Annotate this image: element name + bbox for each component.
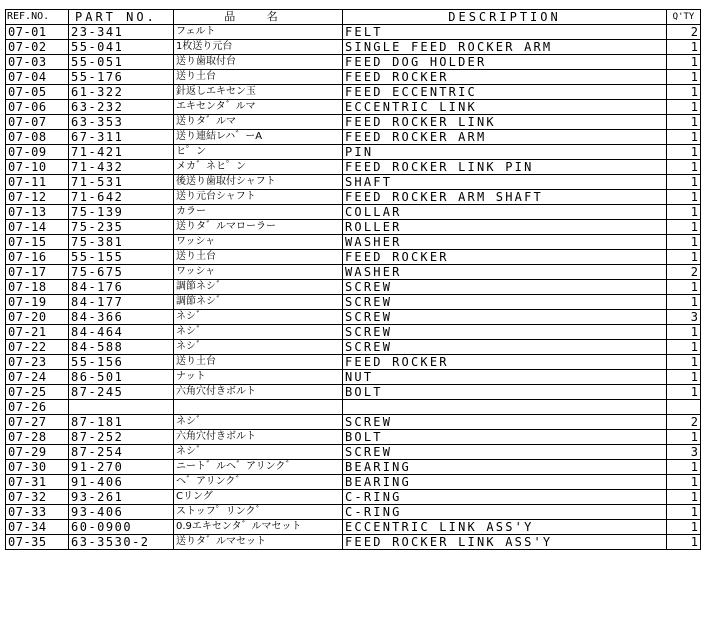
ref-no-cell: 07-17 [6, 265, 69, 280]
description-cell: WASHER [343, 235, 667, 250]
part-no-cell: 55-051 [69, 55, 174, 70]
name-cell: ニート゛ルヘ゛アリンク゛ [174, 460, 343, 475]
table-row [6, 25, 701, 40]
part-no-cell: 87-245 [69, 385, 174, 400]
description-cell: ROLLER [343, 220, 667, 235]
name-cell: 送りタ゛ルマ [174, 115, 343, 130]
ref-no-cell: 07-31 [6, 475, 69, 490]
table-row [6, 265, 701, 280]
description-cell: SCREW [343, 280, 667, 295]
name-cell: 送り連結レハ゛ーA [174, 130, 343, 145]
ref-no-cell: 07-01 [6, 25, 69, 40]
table-row [6, 295, 701, 310]
ref-no-cell: 07-12 [6, 190, 69, 205]
part-no-cell: 87-181 [69, 415, 174, 430]
name-cell: カラー [174, 205, 343, 220]
part-no-cell: 93-261 [69, 490, 174, 505]
table-row [6, 205, 701, 220]
part-no-cell: 86-501 [69, 370, 174, 385]
quantity-cell: 2 [667, 25, 701, 40]
part-no-cell: 60-0900 [69, 520, 174, 535]
name-cell: 調節ネシ゛ [174, 295, 343, 310]
name-cell: ヒ゜ン [174, 145, 343, 160]
table-row [6, 100, 701, 115]
description-cell: FEED DOG HOLDER [343, 55, 667, 70]
description-cell: NUT [343, 370, 667, 385]
quantity-cell: 1 [667, 55, 701, 70]
ref-no-cell: 07-08 [6, 130, 69, 145]
description-cell: SCREW [343, 295, 667, 310]
table-row [6, 520, 701, 535]
ref-no-cell: 07-18 [6, 280, 69, 295]
part-no-cell: 71-531 [69, 175, 174, 190]
table-row [6, 85, 701, 100]
table-row [6, 535, 701, 550]
quantity-cell: 1 [667, 205, 701, 220]
part-no-cell: 61-322 [69, 85, 174, 100]
ref-no-cell: 07-11 [6, 175, 69, 190]
quantity-cell: 1 [667, 385, 701, 400]
ref-no-cell: 07-25 [6, 385, 69, 400]
description-cell: FEED ROCKER LINK ASS'Y [343, 535, 667, 550]
table-row [6, 55, 701, 70]
ref-no-cell: 07-26 [6, 400, 69, 415]
ref-no-cell: 07-07 [6, 115, 69, 130]
name-cell: 送りタ゛ルマセット [174, 535, 343, 550]
description-cell: FEED ROCKER ARM SHAFT [343, 190, 667, 205]
table-row [6, 235, 701, 250]
quantity-cell: 2 [667, 265, 701, 280]
quantity-cell: 1 [667, 460, 701, 475]
quantity-cell [667, 400, 701, 415]
table-row [6, 115, 701, 130]
description-cell: C-RING [343, 505, 667, 520]
quantity-cell: 1 [667, 370, 701, 385]
quantity-cell: 1 [667, 325, 701, 340]
name-cell: ワッシャ [174, 265, 343, 280]
name-cell: 送りタ゛ルマローラー [174, 220, 343, 235]
part-no-cell: 84-176 [69, 280, 174, 295]
name-cell: 後送り歯取付シャフト [174, 175, 343, 190]
table-row [6, 370, 701, 385]
table-row [6, 70, 701, 85]
quantity-cell: 1 [667, 160, 701, 175]
name-cell: メカ゛ネヒ゜ン [174, 160, 343, 175]
quantity-cell: 1 [667, 490, 701, 505]
part-no-cell: 91-406 [69, 475, 174, 490]
quantity-cell: 1 [667, 250, 701, 265]
quantity-cell: 1 [667, 355, 701, 370]
table-row [6, 40, 701, 55]
header-quantity: Q'TY [667, 10, 701, 25]
name-cell: 調節ネシ゛ [174, 280, 343, 295]
part-no-cell: 71-421 [69, 145, 174, 160]
table-row [6, 430, 701, 445]
name-cell: 1枚送り元台 [174, 40, 343, 55]
ref-no-cell: 07-30 [6, 460, 69, 475]
table-row [6, 280, 701, 295]
ref-no-cell: 07-10 [6, 160, 69, 175]
quantity-cell: 3 [667, 445, 701, 460]
name-cell: 六角穴付きボルト [174, 430, 343, 445]
quantity-cell: 1 [667, 520, 701, 535]
quantity-cell: 1 [667, 40, 701, 55]
ref-no-cell: 07-15 [6, 235, 69, 250]
header-part-no: PART NO. [69, 10, 174, 25]
part-no-cell: 55-176 [69, 70, 174, 85]
header-ref-no: REF.NO. [6, 10, 69, 25]
name-cell: Cリング [174, 490, 343, 505]
part-no-cell: 93-406 [69, 505, 174, 520]
table-row [6, 340, 701, 355]
description-cell: ECCENTRIC LINK ASS'Y [343, 520, 667, 535]
description-cell: COLLAR [343, 205, 667, 220]
quantity-cell: 1 [667, 115, 701, 130]
part-no-cell: 63-353 [69, 115, 174, 130]
description-cell: SCREW [343, 325, 667, 340]
name-cell: ネシ゛ [174, 445, 343, 460]
description-cell: SCREW [343, 445, 667, 460]
table-row [6, 130, 701, 145]
description-cell: SHAFT [343, 175, 667, 190]
ref-no-cell: 07-21 [6, 325, 69, 340]
description-cell: BEARING [343, 475, 667, 490]
table-row [6, 460, 701, 475]
description-cell: WASHER [343, 265, 667, 280]
description-cell [343, 400, 667, 415]
ref-no-cell: 07-02 [6, 40, 69, 55]
part-no-cell: 67-311 [69, 130, 174, 145]
table-row [6, 445, 701, 460]
table-row [6, 250, 701, 265]
name-cell: 送り土台 [174, 355, 343, 370]
ref-no-cell: 07-03 [6, 55, 69, 70]
part-no-cell: 55-155 [69, 250, 174, 265]
description-cell: FELT [343, 25, 667, 40]
quantity-cell: 1 [667, 505, 701, 520]
part-no-cell: 71-432 [69, 160, 174, 175]
table-row [6, 175, 701, 190]
ref-no-cell: 07-29 [6, 445, 69, 460]
part-no-cell: 75-675 [69, 265, 174, 280]
ref-no-cell: 07-22 [6, 340, 69, 355]
description-cell: SCREW [343, 415, 667, 430]
part-no-cell: 75-381 [69, 235, 174, 250]
description-cell: FEED ROCKER LINK [343, 115, 667, 130]
name-cell: フェルト [174, 25, 343, 40]
description-cell: ECCENTRIC LINK [343, 100, 667, 115]
part-no-cell: 84-588 [69, 340, 174, 355]
quantity-cell: 1 [667, 295, 701, 310]
table-row [6, 400, 701, 415]
ref-no-cell: 07-19 [6, 295, 69, 310]
table-row [6, 190, 701, 205]
part-no-cell: 63-232 [69, 100, 174, 115]
table-row [6, 415, 701, 430]
table-row [6, 325, 701, 340]
table-row [6, 145, 701, 160]
name-cell: ワッシャ [174, 235, 343, 250]
quantity-cell: 1 [667, 475, 701, 490]
name-cell: ネシ゛ [174, 325, 343, 340]
table-row [6, 355, 701, 370]
ref-no-cell: 07-32 [6, 490, 69, 505]
part-no-cell: 87-254 [69, 445, 174, 460]
header-description: DESCRIPTION [343, 10, 667, 25]
part-no-cell: 75-235 [69, 220, 174, 235]
name-cell: ストッフ゜リンク゛ [174, 505, 343, 520]
description-cell: PIN [343, 145, 667, 160]
name-cell: ネシ゛ [174, 310, 343, 325]
ref-no-cell: 07-20 [6, 310, 69, 325]
name-cell: 送り土台 [174, 250, 343, 265]
description-cell: BEARING [343, 460, 667, 475]
part-no-cell: 55-041 [69, 40, 174, 55]
name-cell: ネシ゛ [174, 415, 343, 430]
description-cell: BOLT [343, 430, 667, 445]
ref-no-cell: 07-34 [6, 520, 69, 535]
quantity-cell: 1 [667, 100, 701, 115]
part-no-cell [69, 400, 174, 415]
table-row [6, 505, 701, 520]
description-cell: SCREW [343, 340, 667, 355]
name-cell: ヘ゛アリンク゛ [174, 475, 343, 490]
table-row [6, 220, 701, 235]
name-cell: エキセンタ゛ルマ [174, 100, 343, 115]
description-cell: FEED ECCENTRIC [343, 85, 667, 100]
quantity-cell: 1 [667, 145, 701, 160]
name-cell: 0.9エキセンタ゛ルマセット [174, 520, 343, 535]
ref-no-cell: 07-13 [6, 205, 69, 220]
ref-no-cell: 07-23 [6, 355, 69, 370]
part-no-cell: 71-642 [69, 190, 174, 205]
parts-list-table [5, 9, 701, 550]
quantity-cell: 1 [667, 130, 701, 145]
description-cell: FEED ROCKER LINK PIN [343, 160, 667, 175]
quantity-cell: 3 [667, 310, 701, 325]
name-cell: 送り歯取付台 [174, 55, 343, 70]
table-row [6, 160, 701, 175]
description-cell: SCREW [343, 310, 667, 325]
name-cell: 送り土台 [174, 70, 343, 85]
part-no-cell: 84-464 [69, 325, 174, 340]
description-cell: FEED ROCKER [343, 70, 667, 85]
ref-no-cell: 07-09 [6, 145, 69, 160]
description-cell: FEED ROCKER [343, 250, 667, 265]
name-cell: 六角穴付きボルト [174, 385, 343, 400]
description-cell: BOLT [343, 385, 667, 400]
part-no-cell: 63-3530-2 [69, 535, 174, 550]
quantity-cell: 1 [667, 220, 701, 235]
part-no-cell: 84-177 [69, 295, 174, 310]
quantity-cell: 2 [667, 415, 701, 430]
name-cell: 送り元台シャフト [174, 190, 343, 205]
description-cell: C-RING [343, 490, 667, 505]
table-row [6, 490, 701, 505]
part-no-cell: 75-139 [69, 205, 174, 220]
part-no-cell: 84-366 [69, 310, 174, 325]
quantity-cell: 1 [667, 280, 701, 295]
table-row [6, 385, 701, 400]
quantity-cell: 1 [667, 235, 701, 250]
description-cell: SINGLE FEED ROCKER ARM [343, 40, 667, 55]
ref-no-cell: 07-33 [6, 505, 69, 520]
ref-no-cell: 07-06 [6, 100, 69, 115]
ref-no-cell: 07-24 [6, 370, 69, 385]
part-no-cell: 91-270 [69, 460, 174, 475]
header-name: 品 名 [174, 10, 343, 25]
ref-no-cell: 07-16 [6, 250, 69, 265]
ref-no-cell: 07-35 [6, 535, 69, 550]
part-no-cell: 23-341 [69, 25, 174, 40]
table-header-row [6, 10, 701, 25]
quantity-cell: 1 [667, 70, 701, 85]
ref-no-cell: 07-05 [6, 85, 69, 100]
part-no-cell: 55-156 [69, 355, 174, 370]
name-cell [174, 400, 343, 415]
quantity-cell: 1 [667, 190, 701, 205]
ref-no-cell: 07-04 [6, 70, 69, 85]
quantity-cell: 1 [667, 175, 701, 190]
name-cell: ナット [174, 370, 343, 385]
part-no-cell: 87-252 [69, 430, 174, 445]
quantity-cell: 1 [667, 340, 701, 355]
name-cell: 針返しエキセン玉 [174, 85, 343, 100]
ref-no-cell: 07-27 [6, 415, 69, 430]
ref-no-cell: 07-28 [6, 430, 69, 445]
ref-no-cell: 07-14 [6, 220, 69, 235]
description-cell: FEED ROCKER ARM [343, 130, 667, 145]
quantity-cell: 1 [667, 535, 701, 550]
table-row [6, 475, 701, 490]
name-cell: ネシ゛ [174, 340, 343, 355]
table-row [6, 310, 701, 325]
quantity-cell: 1 [667, 85, 701, 100]
description-cell: FEED ROCKER [343, 355, 667, 370]
quantity-cell: 1 [667, 430, 701, 445]
